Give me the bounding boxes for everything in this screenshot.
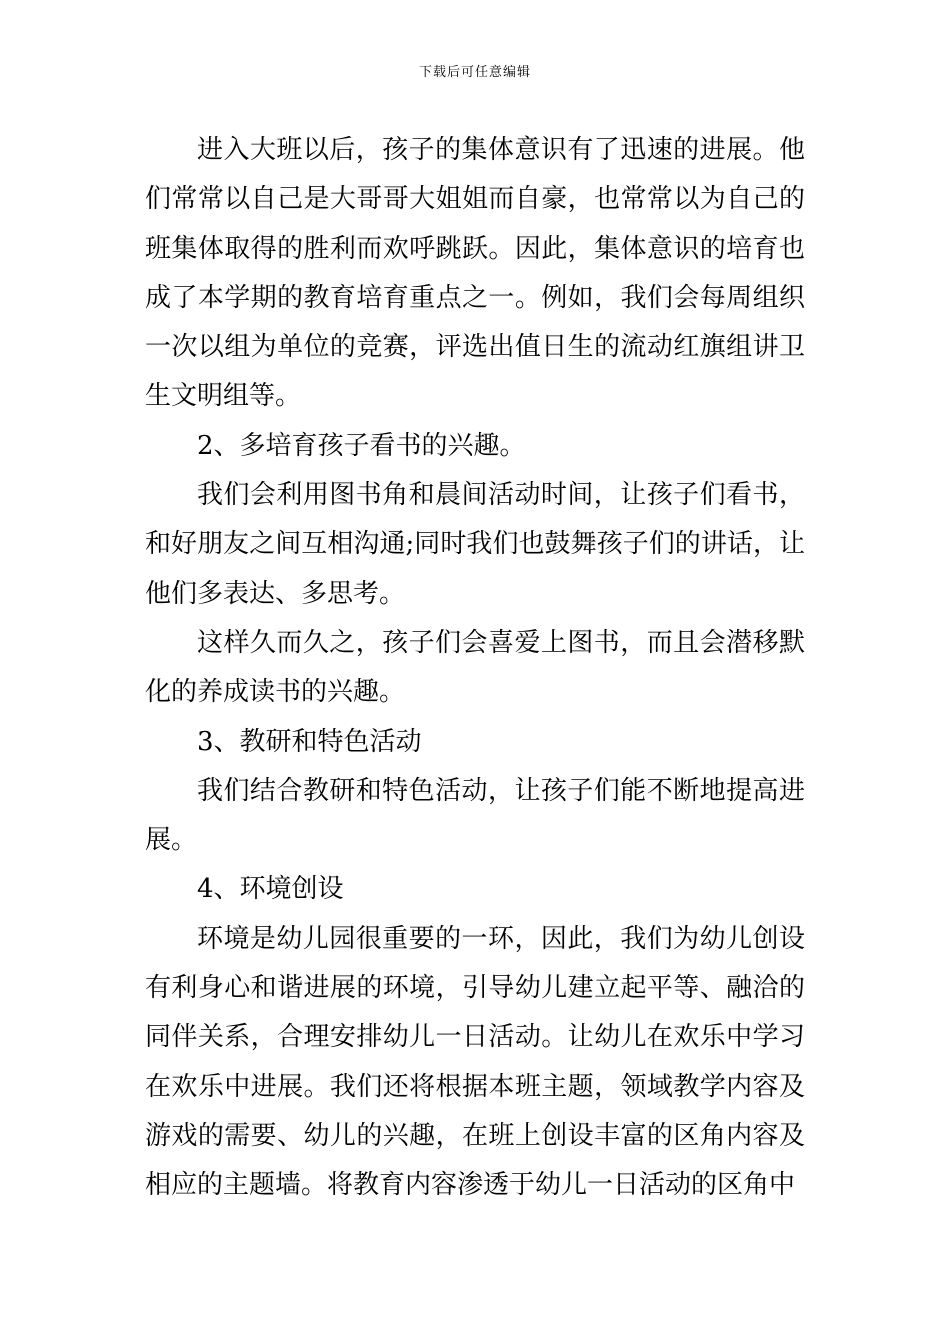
section-heading-environment: 4、环境创设 — [197, 874, 344, 905]
section-heading-research: 3、教研和特色活动 — [197, 726, 422, 757]
paragraph-environment: 环境是幼儿园很重要的一环，因此，我们为幼儿创设有利身心和谐进展的环境，引导幼儿建立起平等、融洽的同伴关系，合理安排幼儿一日活动。让幼儿在欢乐中学习在欢乐中进展。我们还将根据本班主题，领域教学内容及游戏的需要、幼儿的兴趣，在班上创设丰富的区角内容及相应的主题墙。将教育内容渗透于幼儿一日活动的区角中 — [145, 923, 805, 1201]
paragraph-research: 我们结合教研和特色活动，让孩子们能不断地提高进展。 — [145, 775, 805, 856]
paragraph-reading-activities: 我们会利用图书角和晨间活动时间，让孩子们看书，和好朋友之间互相沟通;同时我们也鼓舞孩子们的讲话，让他们多表达、多思考。 — [145, 480, 805, 609]
paragraph-collective-awareness: 进入大班以后，孩子的集体意识有了迅速的进展。他们常常以自己是大哥哥大姐姐而自豪，也常常以为自己的班集体取得的胜利而欢呼跳跃。因此，集体意识的培育也成了本学期的教育培育重点之一。例如，我们会每周组织一次以组为单位的竞赛，评选出值日生的流动红旗组讲卫生文明组等。 — [145, 135, 805, 412]
section-heading-reading: 2、多培育孩子看书的兴趣。 — [197, 430, 526, 461]
page-header: 下载后可任意编辑 — [418, 65, 531, 80]
paragraph-reading-habit: 这样久而久之，孩子们会喜爱上图书，而且会潜移默化的养成读书的兴趣。 — [145, 627, 805, 708]
document-body — [145, 126, 805, 1211]
